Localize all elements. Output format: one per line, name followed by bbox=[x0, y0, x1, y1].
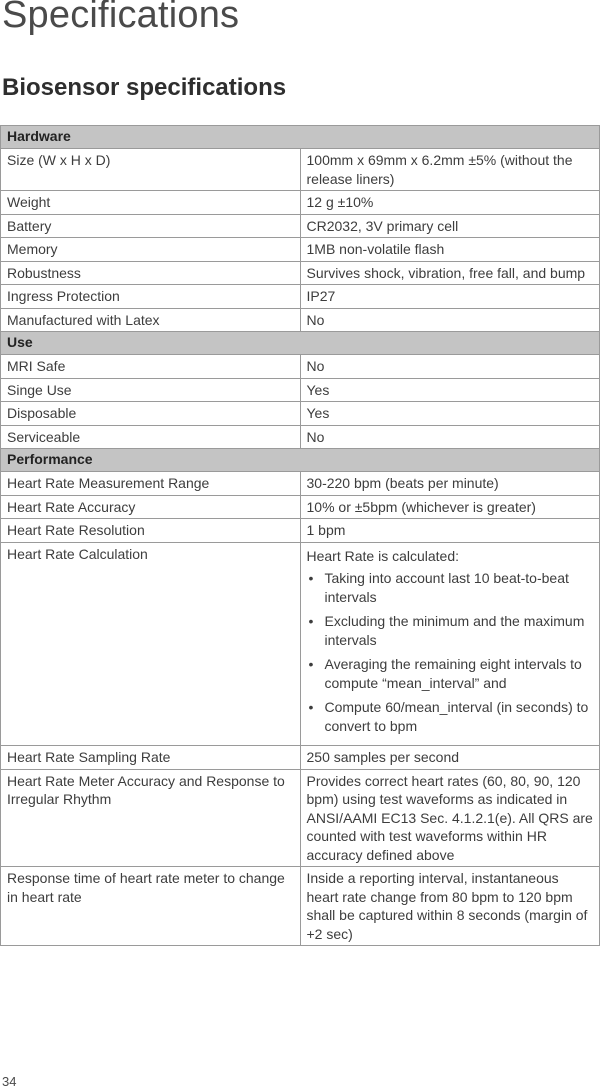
spec-name: Ingress Protection bbox=[1, 285, 301, 309]
spec-value: 250 samples per second bbox=[300, 746, 600, 770]
spec-name: Singe Use bbox=[1, 378, 301, 402]
table-row bbox=[1, 214, 600, 238]
bullet-icon: • bbox=[308, 570, 314, 586]
spec-value: 30-220 bpm (beats per minute) bbox=[300, 472, 600, 496]
spec-name: Heart Rate Measurement Range bbox=[1, 472, 301, 496]
step-text: Compute 60/mean_interval (in seconds) to convert to bpm bbox=[324, 699, 589, 734]
section-header-hardware bbox=[1, 126, 600, 149]
bullet-icon: • bbox=[308, 613, 314, 629]
calculation-steps bbox=[307, 569, 594, 735]
spec-value: No bbox=[300, 425, 600, 449]
spec-name: Heart Rate Accuracy bbox=[1, 495, 301, 519]
spec-name: Heart Rate Calculation bbox=[1, 542, 301, 746]
spec-value: 10% or ±5bpm (whichever is greater) bbox=[300, 495, 600, 519]
table-row bbox=[1, 769, 600, 867]
table-row bbox=[1, 191, 600, 215]
table-row bbox=[1, 542, 600, 746]
table-row bbox=[1, 355, 600, 379]
table-row bbox=[1, 402, 600, 426]
spec-name: MRI Safe bbox=[1, 355, 301, 379]
table-row bbox=[1, 746, 600, 770]
spec-name: Robustness bbox=[1, 261, 301, 285]
list-item bbox=[307, 698, 594, 735]
spec-name: Disposable bbox=[1, 402, 301, 426]
spec-table bbox=[0, 125, 600, 946]
spec-value: Survives shock, vibration, free fall, and bump bbox=[300, 261, 600, 285]
spec-name: Size (W x H x D) bbox=[1, 149, 301, 191]
section-header-label: Hardware bbox=[1, 126, 600, 149]
bullet-icon: • bbox=[308, 656, 314, 672]
list-item bbox=[307, 569, 594, 606]
spec-name: Heart Rate Resolution bbox=[1, 519, 301, 543]
page-title: Specifications bbox=[2, 0, 240, 36]
spec-value: No bbox=[300, 308, 600, 332]
list-item bbox=[307, 612, 594, 649]
spec-value: Inside a reporting interval, instantaneous heart rate change from 80 bpm to 120 bpm shall be captured within 8 seconds (margin of +2 sec) bbox=[300, 867, 600, 946]
page-number: 34 bbox=[2, 1074, 17, 1089]
table-row bbox=[1, 238, 600, 262]
step-text: Taking into account last 10 beat-to-beat intervals bbox=[324, 570, 569, 605]
spec-value bbox=[300, 542, 600, 746]
spec-value: No bbox=[300, 355, 600, 379]
table-row bbox=[1, 308, 600, 332]
calculation-intro: Heart Rate is calculated: bbox=[306, 547, 460, 564]
spec-value: Provides correct heart rates (60, 80, 90, 120 bpm) using test waveforms as indicated in ANSI/AAMI EC13 Sec. 4.1.2.1(e). All QRS are counted with test waveforms within HR accuracy defined above bbox=[300, 769, 600, 867]
spec-value: 100mm x 69mm x 6.2mm ±5% (without the release liners) bbox=[300, 149, 600, 191]
table-row bbox=[1, 285, 600, 309]
table-row bbox=[1, 425, 600, 449]
table-row bbox=[1, 867, 600, 946]
spec-value: 1MB non-volatile flash bbox=[300, 238, 600, 262]
table-row bbox=[1, 149, 600, 191]
spec-name: Memory bbox=[1, 238, 301, 262]
table-row bbox=[1, 472, 600, 496]
spec-value: IP27 bbox=[300, 285, 600, 309]
spec-name: Heart Rate Meter Accuracy and Response to Irregular Rhythm bbox=[1, 769, 301, 867]
table-row bbox=[1, 261, 600, 285]
spec-name: Serviceable bbox=[1, 425, 301, 449]
spec-value: 1 bpm bbox=[300, 519, 600, 543]
table-row bbox=[1, 495, 600, 519]
table-row bbox=[1, 378, 600, 402]
spec-value: Yes bbox=[300, 402, 600, 426]
spec-name: Manufactured with Latex bbox=[1, 308, 301, 332]
spec-name: Heart Rate Sampling Rate bbox=[1, 746, 301, 770]
spec-value: CR2032, 3V primary cell bbox=[300, 214, 600, 238]
list-item bbox=[307, 655, 594, 692]
section-title: Biosensor specifications bbox=[2, 74, 287, 101]
section-header-use bbox=[1, 332, 600, 355]
step-text: Excluding the minimum and the maximum intervals bbox=[324, 613, 585, 648]
spec-name: Weight bbox=[1, 191, 301, 215]
spec-name: Response time of heart rate meter to change in heart rate bbox=[1, 867, 301, 946]
spec-name: Battery bbox=[1, 214, 301, 238]
table-row bbox=[1, 519, 600, 543]
section-header-label: Use bbox=[1, 332, 600, 355]
step-text: Averaging the remaining eight intervals to compute “mean_interval” and bbox=[324, 656, 582, 691]
spec-value: Yes bbox=[300, 378, 600, 402]
section-header-label: Performance bbox=[1, 449, 600, 472]
bullet-icon: • bbox=[308, 699, 314, 715]
spec-value: 12 g ±10% bbox=[300, 191, 600, 215]
section-header-performance bbox=[1, 449, 600, 472]
